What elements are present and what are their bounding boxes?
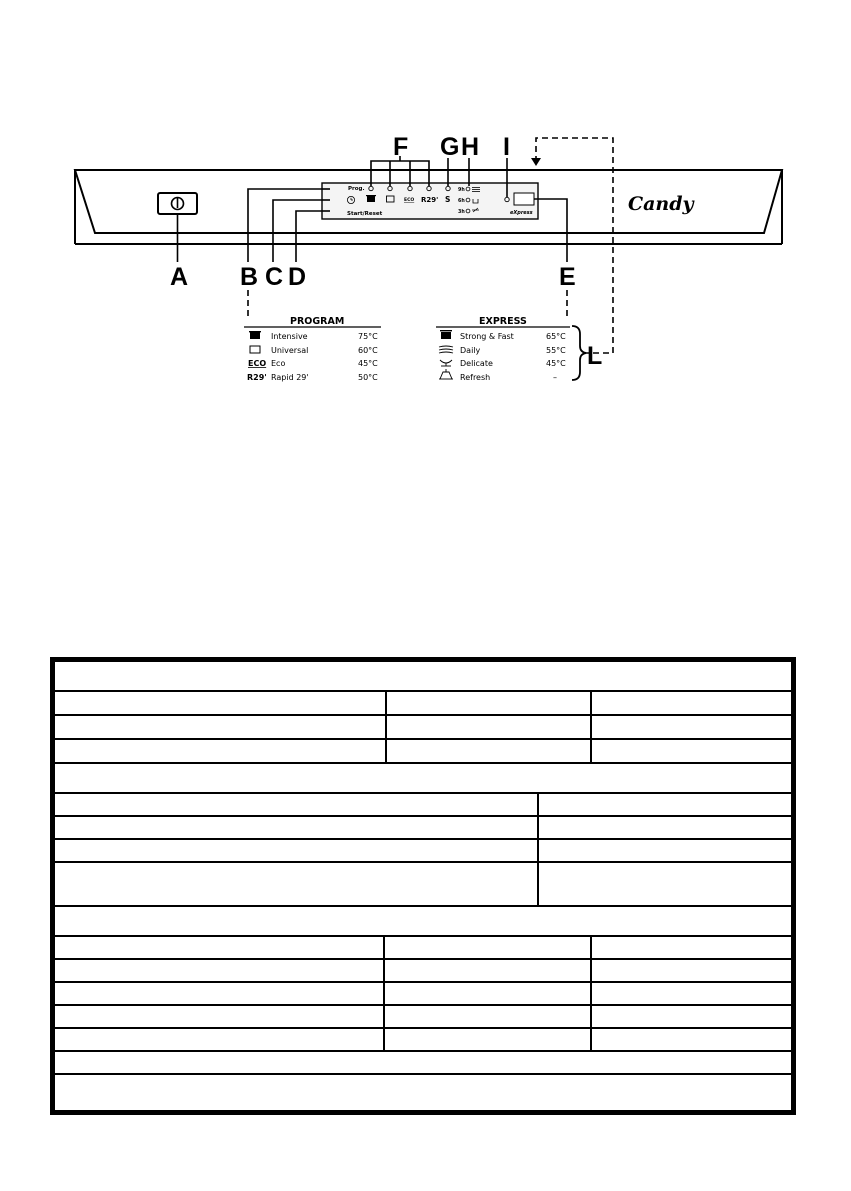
- form-row: [55, 692, 791, 716]
- form-row: [55, 1006, 791, 1029]
- form-row: [55, 960, 791, 983]
- control-strip: [322, 183, 538, 219]
- express-name-daily: Daily: [460, 346, 481, 355]
- form-row: [55, 937, 791, 960]
- program-temp-universal: 60°C: [358, 346, 378, 355]
- start-reset-label: Start/Reset: [347, 211, 383, 217]
- callout-a: A: [170, 263, 189, 291]
- program-legend: [244, 316, 381, 382]
- form-row: [55, 1052, 791, 1075]
- leader-c: [273, 200, 322, 262]
- program-heading: PROGRAM: [290, 316, 345, 327]
- form-row: [55, 863, 791, 907]
- program-name-eco: Eco: [271, 359, 286, 368]
- salt-icon: S: [445, 195, 451, 204]
- universal-pot-icon: [250, 346, 260, 353]
- callout-b: B: [240, 263, 259, 291]
- glass-icon: [440, 360, 452, 366]
- form-section-header: [55, 764, 791, 794]
- form-row: [55, 983, 791, 1006]
- pot-icon: [249, 331, 261, 339]
- refresh-icon: [439, 369, 453, 379]
- express-label: eXpress: [510, 210, 533, 216]
- callout-g: G: [440, 133, 460, 161]
- program-temp-intensive: 75°C: [358, 332, 378, 341]
- arrow-head-icon: [531, 158, 541, 166]
- delay-9h-label: 9h: [458, 188, 465, 193]
- express-name-strong: Strong & Fast: [460, 332, 514, 341]
- program-name-intensive: Intensive: [271, 332, 308, 341]
- eco-icon: ECO: [248, 359, 267, 368]
- form-section-header: [55, 907, 791, 937]
- form-row: [55, 840, 791, 863]
- express-legend: [436, 316, 570, 382]
- leader-d: [296, 211, 322, 262]
- callout-f: F: [393, 133, 409, 161]
- plates-icon: [439, 346, 453, 353]
- callout-i: I: [503, 133, 510, 161]
- eco-icon: ECO: [404, 198, 415, 203]
- express-heading: EXPRESS: [479, 316, 527, 327]
- callout-c: C: [265, 263, 284, 291]
- express-button[interactable]: [514, 193, 534, 205]
- brand-logo: Candy: [628, 193, 694, 215]
- express-temp-delicate: 45°C: [546, 359, 566, 368]
- strong-pot-icon: [440, 330, 452, 339]
- program-name-rapid: Rapid 29': [271, 373, 309, 382]
- pot-icon: [366, 195, 376, 202]
- express-temp-strong: 65°C: [546, 332, 566, 341]
- form-row: [55, 716, 791, 740]
- program-temp-rapid: 50°C: [358, 373, 378, 382]
- callout-l: L: [587, 342, 603, 370]
- form-row: [55, 794, 791, 817]
- form-section-header: [55, 662, 791, 692]
- callout-h: H: [461, 133, 480, 161]
- rapid-icon: R29': [421, 196, 439, 204]
- express-temp-refresh: –: [553, 373, 557, 382]
- rapid-icon: R29': [247, 373, 267, 382]
- delay-3h-label: 3h: [458, 210, 465, 215]
- leader-f: [371, 161, 429, 186]
- express-temp-daily: 55°C: [546, 346, 566, 355]
- form-row: [55, 740, 791, 764]
- callout-d: D: [288, 263, 307, 291]
- program-name-universal: Universal: [271, 346, 309, 355]
- express-name-refresh: Refresh: [460, 373, 491, 382]
- power-button[interactable]: [158, 193, 197, 214]
- program-temp-eco: 45°C: [358, 359, 378, 368]
- delay-6h-label: 6h: [458, 199, 465, 204]
- prog-label: Prog.: [348, 186, 365, 192]
- form-row: [55, 1029, 791, 1052]
- blank-form-table: [50, 657, 796, 1115]
- callout-e: E: [559, 263, 576, 291]
- express-name-delicate: Delicate: [460, 359, 493, 368]
- brace-l: [572, 326, 586, 380]
- leader-e: [534, 199, 567, 262]
- form-row: [55, 817, 791, 840]
